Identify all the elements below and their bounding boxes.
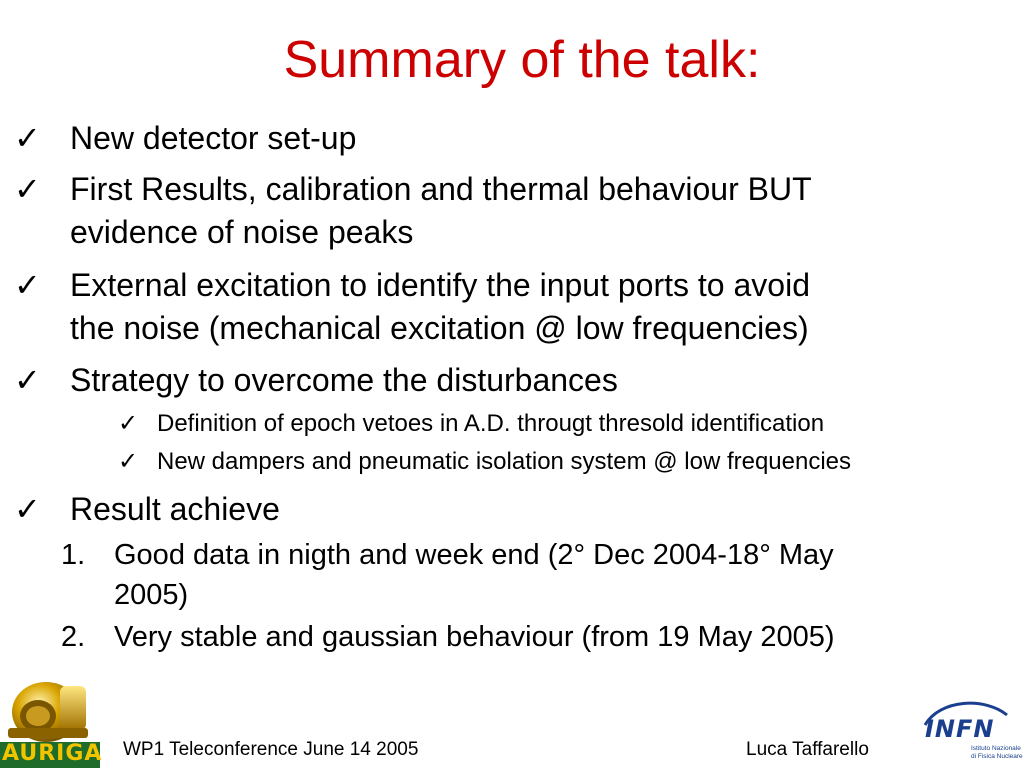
item-number: 1. xyxy=(61,539,86,571)
auriga-logo-text: AURIGA xyxy=(2,741,103,766)
bullet-text: First Results, calibration and thermal behaviour BUT xyxy=(70,171,812,207)
infn-logo xyxy=(915,695,1021,765)
bullet-text: Result achieve xyxy=(70,491,280,527)
footer-left-text: WP1 Teleconference June 14 2005 xyxy=(123,739,419,760)
infn-logo-text: INFN xyxy=(925,715,995,743)
sub-bullet-text: Definition of epoch vetoes in A.D. througt thresold identification xyxy=(157,410,825,437)
bullet-text: New detector set-up xyxy=(70,120,357,156)
bullet-text-continued: evidence of noise peaks xyxy=(70,214,414,250)
infn-subtitle-line1: Istituto Nazionale xyxy=(971,745,1021,752)
checkmark-icon: ✓ xyxy=(14,362,41,398)
checkmark-icon: ✓ xyxy=(118,448,139,475)
numbered-text-continued: 2005) xyxy=(114,579,189,611)
auriga-logo xyxy=(0,672,103,768)
bullet-text: Strategy to overcome the disturbances xyxy=(70,362,618,398)
slide-title: Summary of the talk: xyxy=(283,31,761,89)
bullet-text: External excitation to identify the input ports to avoid xyxy=(70,267,810,303)
infn-subtitle-line2: di Fisica Nucleare xyxy=(971,753,1023,760)
bullet-text-continued: the noise (mechanical excitation @ low frequencies) xyxy=(70,310,809,346)
numbered-text: Good data in nigth and week end (2° Dec 2004-18° May xyxy=(114,539,834,571)
sub-bullet-text: New dampers and pneumatic isolation system @ low frequencies xyxy=(157,448,852,475)
item-number: 2. xyxy=(61,621,86,653)
checkmark-icon: ✓ xyxy=(14,171,41,207)
footer-right-text: Luca Taffarello xyxy=(746,739,869,760)
numbered-text: Very stable and gaussian behaviour (from 19 May 2005) xyxy=(114,621,835,653)
checkmark-icon: ✓ xyxy=(118,410,139,437)
checkmark-icon: ✓ xyxy=(14,120,41,156)
checkmark-icon: ✓ xyxy=(14,491,41,527)
checkmark-icon: ✓ xyxy=(14,267,41,303)
